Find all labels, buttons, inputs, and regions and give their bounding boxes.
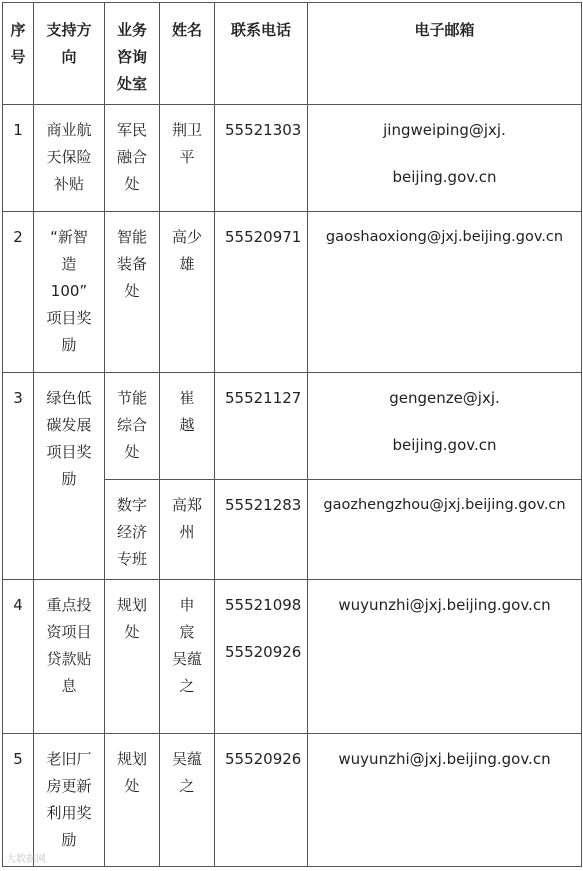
phone-cell: 55521127 [215, 373, 308, 480]
email-cell: gaozhengzhou@jxj.beijing.gov.cn [308, 480, 582, 580]
phone-cell: 55521303 [215, 105, 308, 212]
direction-cell: 重点投 资项目 贷款贴 息 [34, 580, 105, 734]
seq-cell: 5 [3, 734, 34, 867]
seq-cell: 2 [3, 212, 34, 373]
phone-cell: 55521283 [215, 480, 308, 580]
office-cell: 智能 装备 处 [105, 212, 160, 373]
office-cell: 规划 处 [105, 580, 160, 734]
header-row [3, 3, 582, 105]
header-direction: 支持方 向 [34, 3, 105, 105]
email-cell: jingweiping@jxj. beijing.gov.cn [308, 105, 582, 212]
name-cell: 高少 雄 [160, 212, 215, 373]
contact-table [2, 2, 582, 867]
table-row [3, 373, 582, 480]
office-cell: 节能 综合 处 [105, 373, 160, 480]
phone-cell: 55520926 [215, 734, 308, 867]
email-cell: gaoshaoxiong@jxj.beijing.gov.cn [308, 212, 582, 373]
table-row [3, 580, 582, 734]
table-row [3, 212, 582, 373]
seq-cell: 4 [3, 580, 34, 734]
header-email: 电子邮箱 [308, 3, 582, 105]
table-row [3, 734, 582, 867]
name-cell: 吴蕴 之 [160, 734, 215, 867]
header-name: 姓名 [160, 3, 215, 105]
direction-cell: 老旧厂 房更新 利用奖 励 [34, 734, 105, 867]
email-cell: wuyunzhi@jxj.beijing.gov.cn [308, 734, 582, 867]
office-cell: 军民 融合 处 [105, 105, 160, 212]
name-cell: 高郑 州 [160, 480, 215, 580]
watermark: 大数据网 [6, 854, 46, 865]
direction-cell: 绿色低 碳发展 项目奖 励 [34, 373, 105, 580]
direction-cell: “新智 造 100” 项目奖 励 [34, 212, 105, 373]
email-cell: gengenze@jxj. beijing.gov.cn [308, 373, 582, 480]
seq-cell: 1 [3, 105, 34, 212]
email-cell: wuyunzhi@jxj.beijing.gov.cn [308, 580, 582, 734]
name-cell: 荆卫 平 [160, 105, 215, 212]
name-cell: 申 宸 吴蕴 之 [160, 580, 215, 734]
header-office: 业务 咨询 处室 [105, 3, 160, 105]
name-cell: 崔 越 [160, 373, 215, 480]
direction-cell: 商业航 天保险 补贴 [34, 105, 105, 212]
phone-cell: 55521098 55520926 [215, 580, 308, 734]
office-cell: 数字 经济 专班 [105, 480, 160, 580]
office-cell: 规划 处 [105, 734, 160, 867]
seq-cell: 3 [3, 373, 34, 580]
header-seq: 序 号 [3, 3, 34, 105]
phone-cell: 55520971 [215, 212, 308, 373]
table-row [3, 105, 582, 212]
header-phone: 联系电话 [215, 3, 308, 105]
